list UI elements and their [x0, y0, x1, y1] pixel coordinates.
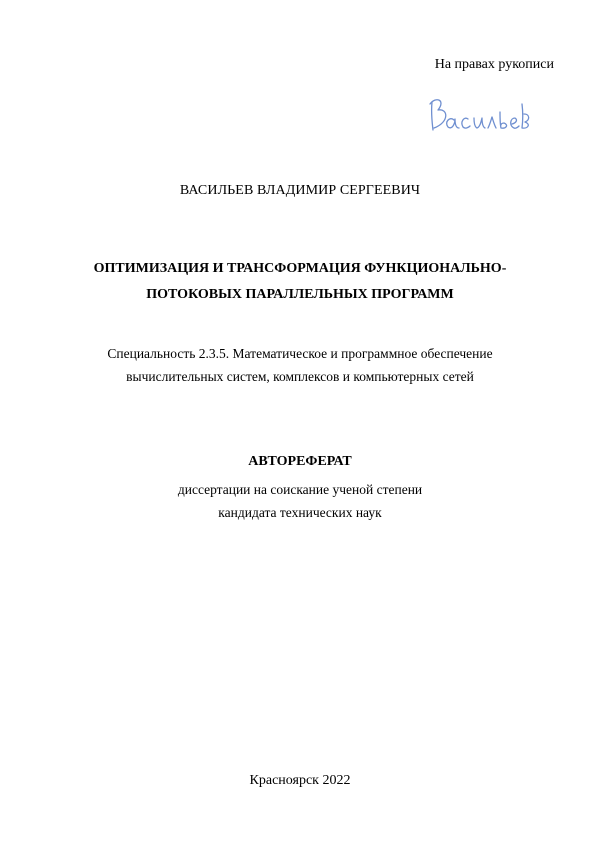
dissertation-title: [0, 256, 600, 308]
author-name: ВАСИЛЬЕВ ВЛАДИМИР СЕРГЕЕВИЧ: [179, 183, 421, 198]
handwritten-signature: [424, 92, 534, 140]
purpose-line-2: кандидата технических наук: [218, 505, 382, 520]
rights-note: На правах рукописи: [434, 57, 554, 72]
specialty-line-2: вычислительных систем, комплексов и компьютерных сетей: [126, 369, 474, 384]
place-and-year: Красноярск 2022: [249, 773, 351, 788]
document-type: АВТОРЕФЕРАТ: [248, 454, 352, 469]
purpose-line-1: диссертации на соискание ученой степени: [177, 482, 423, 497]
title-line-2: ПОТОКОВЫХ ПАРАЛЛЕЛЬНЫХ ПРОГРАММ: [146, 287, 454, 302]
specialty: [0, 342, 600, 388]
document-purpose: [0, 478, 600, 524]
title-line-1: ОПТИМИЗАЦИЯ И ТРАНСФОРМАЦИЯ ФУНКЦИОНАЛЬНО-: [93, 261, 507, 276]
specialty-line-1: Специальность 2.3.5. Математическое и программное обеспечение: [107, 346, 493, 361]
